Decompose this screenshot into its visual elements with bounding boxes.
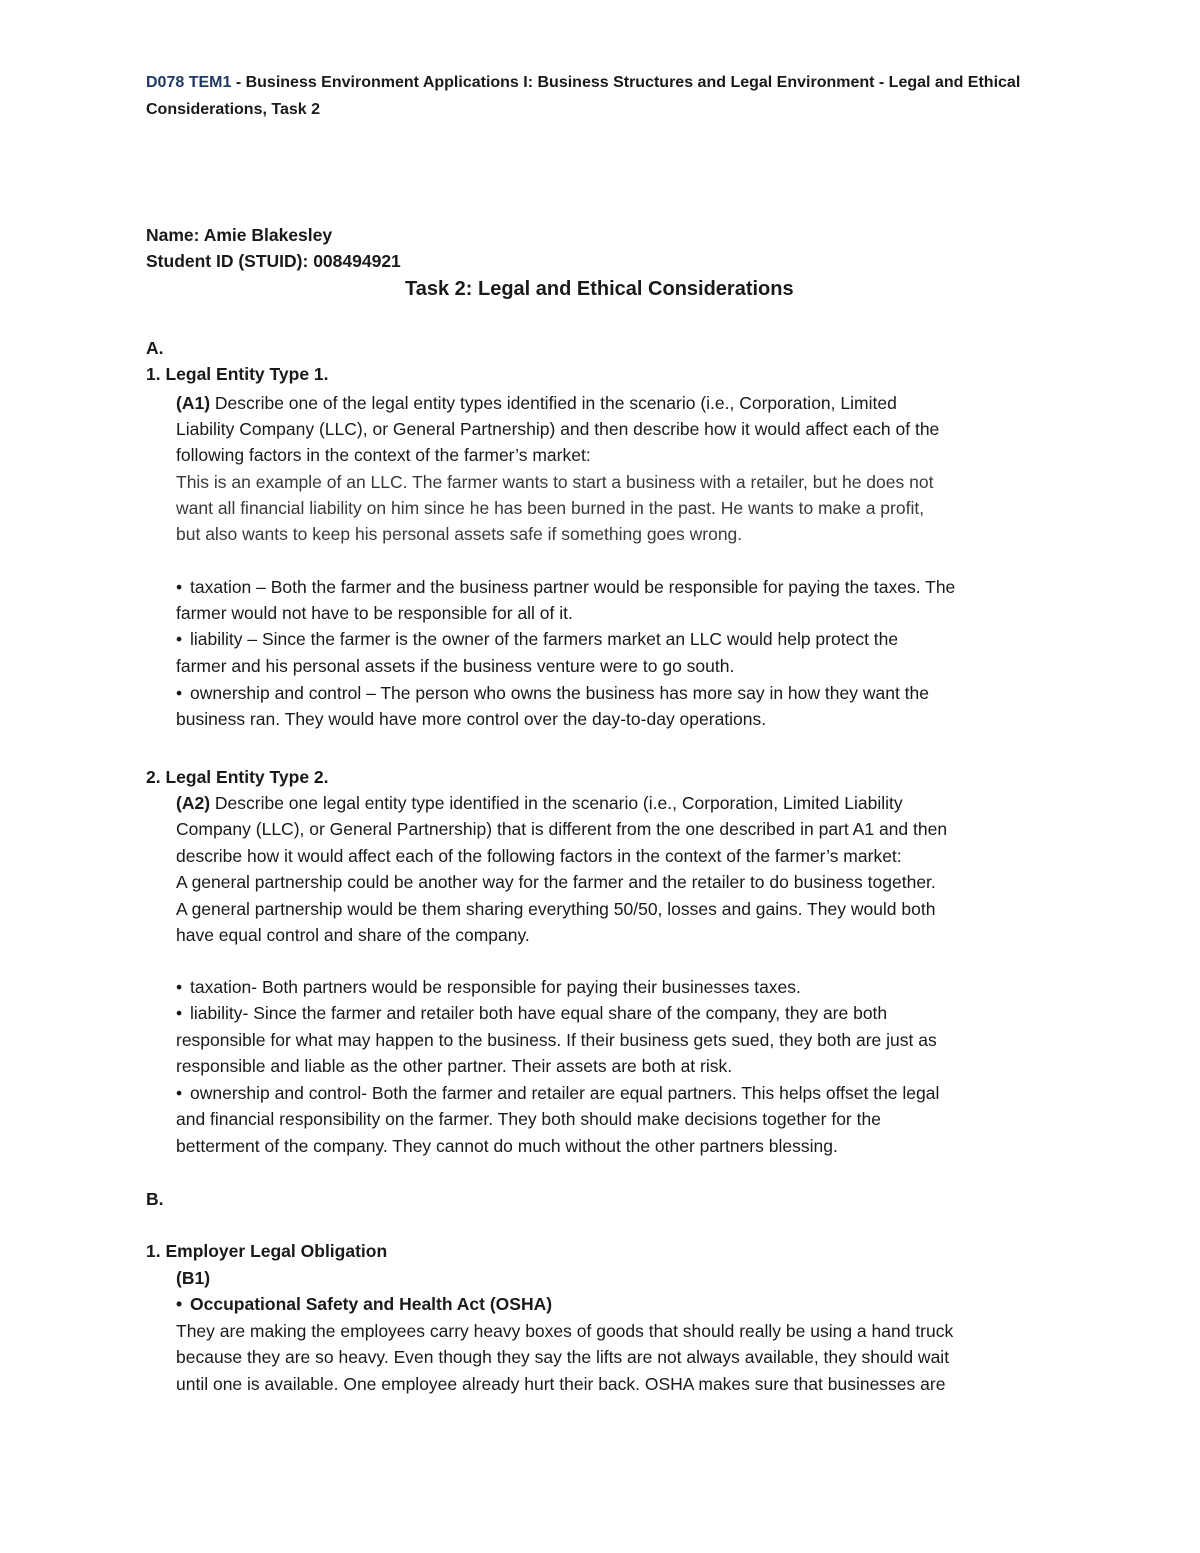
- a1-answer-line: but also wants to keep his personal assets safe if something goes wrong.: [176, 524, 743, 544]
- bullet-icon: •: [176, 1294, 183, 1314]
- a2-prompt-line: describe how it would affect each of the following factors in the context of the farmer’s market:: [176, 846, 902, 866]
- bullet-text: ownership and control- Both the farmer and retailer are equal partners. This helps offset the legal: [190, 1083, 940, 1103]
- a2-bullet-ownership: [176, 1080, 939, 1106]
- bullet-text: liability- Since the farmer and retailer both have equal share of the company, they are both: [190, 1003, 888, 1023]
- bullet-icon: •: [176, 1083, 183, 1103]
- a2-answer-line: A general partnership would be them sharing everything 50/50, losses and gains. They would both: [176, 899, 936, 919]
- a2-tag: (A2): [176, 793, 211, 813]
- b1-answer-line: because they are so heavy. Even though they say the lifts are not always available, they should wait: [176, 1347, 950, 1367]
- a1-bullet-continuation: farmer and his personal assets if the business venture were to go south.: [176, 656, 735, 676]
- a1-prompt-line: [176, 390, 897, 416]
- a1-bullet-taxation: [176, 574, 955, 600]
- a1-prompt-line: Liability Company (LLC), or General Partnership) and then describe how it would affect each of the: [176, 419, 940, 439]
- course-header-text: - Business Environment Applications I: Business Structures and Legal Environment - Legal and Ethical: [231, 74, 1021, 91]
- b1-answer-line: until one is available. One employee already hurt their back. OSHA makes sure that businesses are: [176, 1374, 946, 1394]
- bullet-icon: •: [176, 577, 183, 597]
- a1-prompt-line: following factors in the context of the farmer’s market:: [176, 445, 591, 465]
- a1-bullet-continuation: farmer would not have to be responsible for all of it.: [176, 603, 573, 623]
- b1-tag: (B1): [176, 1268, 211, 1288]
- a1-answer-line: This is an example of an LLC. The farmer wants to start a business with a retailer, but he does not: [176, 472, 934, 492]
- a1-prompt-text: Describe one of the legal entity types identified in the scenario (i.e., Corporation, Limited: [210, 393, 897, 413]
- student-name: Name: Amie Blakesley: [146, 225, 333, 245]
- osha-subheading-text: Occupational Safety and Health Act (OSHA): [190, 1294, 553, 1314]
- a2-prompt-line: [176, 790, 903, 816]
- a2-prompt-line: Company (LLC), or General Partnership) that is different from the one described in part A1 and then: [176, 819, 948, 839]
- legal-entity-2-heading: 2. Legal Entity Type 2.: [146, 767, 329, 787]
- a2-prompt-text: Describe one legal entity type identified in the scenario (i.e., Corporation, Limited Liability: [210, 793, 903, 813]
- a1-answer-line: want all financial liability on him since he has been burned in the past. He wants to make a profit,: [176, 498, 925, 518]
- a2-bullet-continuation: responsible and liable as the other partner. Their assets are both at risk.: [176, 1056, 733, 1076]
- bullet-text: ownership and control – The person who owns the business has more say in how they want the: [190, 683, 929, 703]
- a1-tag: (A1): [176, 393, 211, 413]
- a2-bullet-continuation: betterment of the company. They cannot do much without the other partners blessing.: [176, 1136, 838, 1156]
- section-b-label: B.: [146, 1189, 164, 1209]
- a2-answer-line: A general partnership could be another way for the farmer and the retailer to do business together.: [176, 872, 936, 892]
- a1-bullet-liability: [176, 626, 898, 652]
- bullet-text: taxation – Both the farmer and the business partner would be responsible for paying the taxes. The: [190, 577, 956, 597]
- bullet-icon: •: [176, 629, 183, 649]
- bullet-icon: •: [176, 977, 183, 997]
- a2-bullet-continuation: and financial responsibility on the farmer. They both should make decisions together for the: [176, 1109, 881, 1129]
- page-title: Task 2: Legal and Ethical Considerations: [405, 278, 794, 300]
- legal-entity-1-heading: 1. Legal Entity Type 1.: [146, 364, 329, 384]
- student-id: Student ID (STUID): 008494921: [146, 251, 401, 271]
- employer-obligation-heading: 1. Employer Legal Obligation: [146, 1241, 388, 1261]
- a2-bullet-taxation: [176, 974, 801, 1000]
- b1-answer-line: They are making the employees carry heavy boxes of goods that should really be using a hand truck: [176, 1321, 954, 1341]
- course-header-line-2: Considerations, Task 2: [146, 101, 320, 118]
- section-a-label: A.: [146, 338, 164, 358]
- osha-subheading: [176, 1291, 552, 1317]
- course-header-line-1: [146, 70, 1020, 96]
- bullet-text: liability – Since the farmer is the owner of the farmers market an LLC would help protect the: [190, 629, 899, 649]
- course-code: D078 TEM1: [146, 74, 232, 91]
- a1-bullet-ownership: [176, 680, 929, 706]
- a2-bullet-liability: [176, 1000, 887, 1026]
- a2-bullet-continuation: responsible for what may happen to the business. If their business gets sued, they both are just as: [176, 1030, 937, 1050]
- a2-answer-line: have equal control and share of the company.: [176, 925, 530, 945]
- bullet-icon: •: [176, 683, 183, 703]
- bullet-text: taxation- Both partners would be responsible for paying their businesses taxes.: [190, 977, 801, 997]
- bullet-icon: •: [176, 1003, 183, 1023]
- a1-bullet-continuation: business ran. They would have more control over the day-to-day operations.: [176, 709, 767, 729]
